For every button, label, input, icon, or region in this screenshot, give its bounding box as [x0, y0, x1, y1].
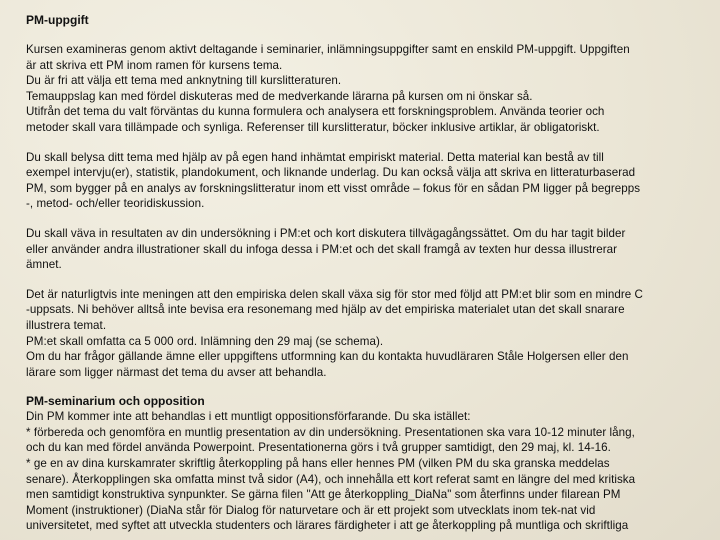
heading-pm-uppgift: PM-uppgift	[26, 13, 89, 27]
document-page	[26, 13, 716, 534]
heading-seminar-opposition: PM-seminarium och opposition	[26, 394, 205, 409]
paragraph-empirical-material: Du skall belysa ditt tema med hjälp av på egen hand inhämtat empiriskt material. Detta material kan bestå av till exempel intervju(er), statistik, plandokument, och liknande underlag. Du kan också välja att skriva en litteraturbaserad PM, som bygger på en analys av forskningslitteratur inom ett visst område – fokus för en sådan PM ligger på begrepps -, metod- och/eller teoridiskussion.	[26, 150, 641, 211]
paragraph-seminar-instructions: Din PM kommer inte att behandlas i ett muntligt oppositionsförfarande. Du ska istället: * förbereda och genomföra en muntlig presentation av din undersökning. Presentationen ska vara 10-12 minuter lång, och du kan med fördel använda Powerpoint. Presentationerna görs i två grupper samtidigt, den 29 maj, kl. 14-16. * ge en av dina kurskamrater skriftlig återkoppling på hans eller hennes PM (vilken PM du ska granska meddelas senare). Återkopplingen ska omfatta minst två sidor (A4), och innehålla ett kort referat samt en längre del med kritiska men samtidigt konstruktiva synpunkter. Se gärna filen "Att ge återkoppling_DiaNa" som återfinns under filarean PM Moment (instruktioner) (DiaNa står för Dialog för naturvetare och är ett projekt som utvecklats inom tek-nat vid universitetet, med syftet att utveckla studenters och lärares färdigheter i att ge återkoppling på muntliga och skriftliga	[26, 410, 636, 533]
paragraph-scope-and-submission: Det är naturligtvis inte meningen att den empiriska delen skall växa sig för stor med följd att PM:et blir som en mindre C -uppsats. Ni behöver alltså inte bevisa era resonemang med hjälp av det empiriska materialet utan det skall snarare illustrera temat. PM:et skall omfatta ca 5 000 ord. Inlämning den 29 maj (se schema). Om du har frågor gällande ämne eller uppgiftens utformning kan du kontakta huvudläraren Ståle Holgersen eller den lärare som ligger närmast det tema du avser att behandla.	[26, 287, 643, 379]
paragraph-examination: Kursen examineras genom aktivt deltagande i seminarier, inlämningsuppgifter samt en enskild PM-uppgift. Uppgiften är att skriva ett PM inom ramen för kursens tema. Du är fri att välja ett tema med anknytning till kurslitteraturen. Temauppslag kan med fördel diskuteras med de medverkande lärarna på kursen om ni önskar så. Utifrån det tema du valt förväntas du kunna formulera och analysera ett forskningsproblem. Använda teorier och metoder skall vara tillämpade och synliga. Referenser till kurslitteratur, böcker inklusive artiklar, är obligatoriskt.	[26, 43, 630, 134]
paragraph-results: Du skall väva in resultaten av din undersökning i PM:et och kort diskutera tillvägagångssättet. Om du har tagit bilder eller använder andra illustrationer skall du infoga dessa i PM:et och det skall framgå av texten hur dessa illustrerar ämnet.	[26, 226, 626, 272]
